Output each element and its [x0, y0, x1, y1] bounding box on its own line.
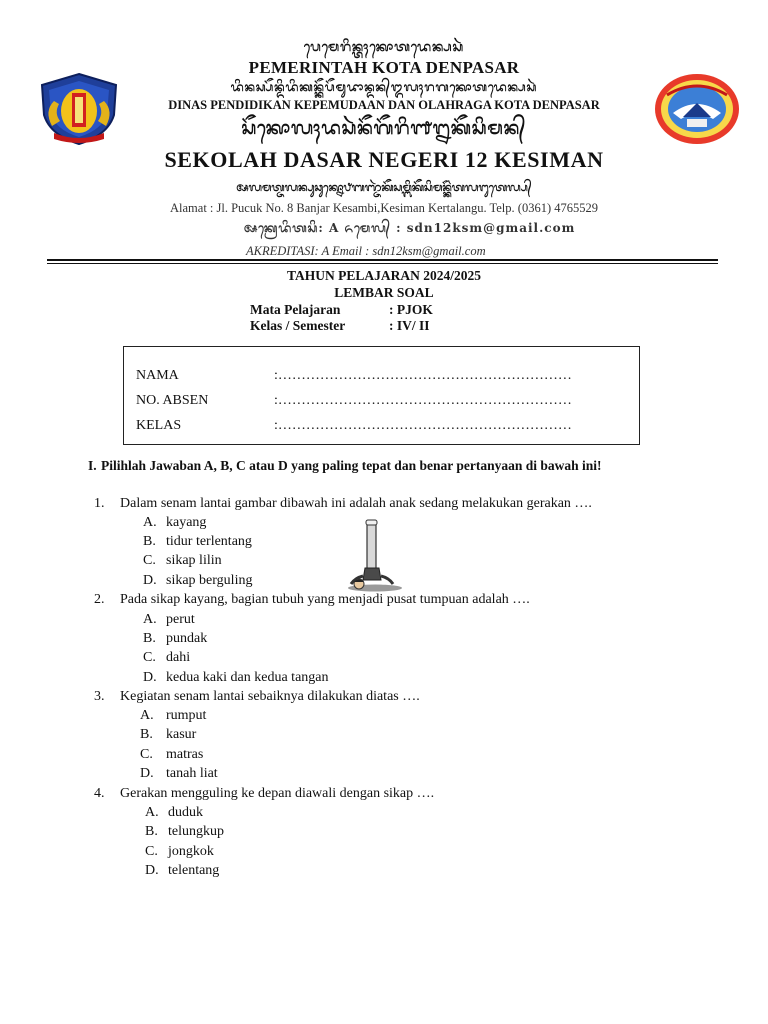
- option-text: tanah liat: [166, 766, 218, 781]
- option-text: telungkup: [168, 824, 224, 839]
- class-semester-value: : IV/ II: [389, 318, 430, 333]
- option-letter: C.: [143, 553, 156, 568]
- option-text: rumput: [166, 708, 207, 723]
- option-text: perut: [166, 612, 195, 627]
- balinese-department-title: ᬤᬶᬦᬲ᭄ᬧᭂᬦ᭄ᬤᬶᬤᬶᬓᬦ᭄ᬓᭂᬧᭂᬫᬸᬤᬵᬦ᭄ᬤᬦ᭄ᬑᬮᬄᬭᬕᬓᭀᬢᬤᬾᬦ᭄ᬧᬲᬃ: [230, 80, 538, 94]
- candle-stand-pose-icon: [345, 518, 403, 592]
- attendance-number-field[interactable]: :………………………………………………………: [274, 393, 572, 408]
- government-title: PEMERINTAH KOTA DENPASAR: [248, 58, 520, 77]
- option-letter: D.: [145, 863, 159, 878]
- option-letter: B.: [145, 824, 158, 839]
- instruction-text: Pilihlah Jawaban A, B, C atau D yang paling tepat dan benar pertanyaan di bawah ini!: [101, 458, 602, 473]
- option-text: kedua kaki dan kedua tangan: [166, 670, 329, 685]
- class-field[interactable]: :………………………………………………………: [274, 418, 572, 433]
- letterhead-divider-thick: [47, 259, 718, 261]
- question-text: Pada sikap kayang, bagian tubuh yang menjadi pusat tumpuan adalah ….: [120, 592, 530, 607]
- option-text: matras: [166, 747, 204, 762]
- department-title: DINAS PENDIDIKAN KEPEMUDAAN DAN OLAHRAGA KOTA DENPASAR: [168, 98, 600, 112]
- option-letter: C.: [145, 844, 158, 859]
- option-letter: B.: [140, 727, 153, 742]
- option-letter: A.: [143, 612, 157, 627]
- option-letter: B.: [143, 534, 156, 549]
- option-letter: A.: [140, 708, 154, 723]
- accreditation-email: AKREDITASI: A Email : sdn12ksm@gmail.com: [246, 244, 486, 258]
- option-text: duduk: [168, 805, 203, 820]
- option-text: kayang: [166, 515, 207, 530]
- option-text: pundak: [166, 631, 208, 646]
- student-identity-box: [123, 346, 640, 445]
- class-label: KELAS: [136, 418, 182, 433]
- question-number: 4.: [94, 786, 105, 801]
- class-semester-label: Kelas / Semester: [250, 318, 346, 333]
- question-number: 2.: [94, 592, 105, 607]
- option-letter: A.: [143, 515, 157, 530]
- option-text: kasur: [166, 727, 197, 742]
- academic-year: TAHUN PELAJARAN 2024/2025: [286, 268, 481, 283]
- option-letter: B.: [143, 631, 156, 646]
- option-text: telentang: [168, 863, 220, 878]
- subject-value: : PJOK: [389, 302, 433, 317]
- balinese-address: ᬅᬮᬫᬢ᭄ᬚᬮᬦ᭄ᬧᬸᬘᬸᬓ᭄ᬦᭀ᭘ᬩᬜ᭄ᬚᬃᬓᭂᬲᬫ᭄ᬩᬶᬓᭂᬲᬶᬫᬦ᭄ᬓᭂᬃᬢᬮᬗᬸᬢᬾᬮ᭄ᬧ᭄: [236, 181, 532, 194]
- option-text: dahi: [166, 650, 191, 665]
- name-field[interactable]: :………………………………………………………: [274, 368, 572, 383]
- option-letter: A.: [145, 805, 159, 820]
- subject-label: Mata Pelajaran: [250, 302, 341, 317]
- school-address: Alamat : Jl. Pucuk No. 8 Banjar Kesambi,Kesiman Kertalangu. Telp. (0361) 4765529: [170, 201, 598, 215]
- option-text: jongkok: [168, 844, 214, 859]
- section-instructions: [88, 457, 673, 475]
- question-text: Kegiatan senam lantai sebaiknya dilakukan diatas ….: [120, 689, 420, 704]
- option-text: sikap lilin: [166, 553, 222, 568]
- balinese-school-name: ᬲᭂᬓᭀᬮᬄᬤᬲᬃᬦᭂᬕᭂᬭᬶ᭑᭒ᬓᭂᬲᬶᬫᬦ᭄: [241, 118, 527, 139]
- name-label: NAMA: [136, 368, 179, 383]
- option-text: sikap berguling: [166, 573, 253, 588]
- option-text: tidur terlentang: [166, 534, 252, 549]
- option-letter: C.: [140, 747, 153, 762]
- sheet-title: LEMBAR SOAL: [334, 285, 434, 300]
- option-letter: D.: [140, 766, 154, 781]
- section-number: I.: [88, 458, 97, 473]
- letterhead-divider-thin: [47, 263, 718, 264]
- balinese-government-title: ᬧᬾᬫᬾᬭᬶᬦ᭄ᬢᬄᬓᭀᬢᬤᬾᬦ᭄ᬧᬲᬃ: [303, 40, 465, 55]
- attendance-number-label: NO. ABSEN: [136, 393, 209, 408]
- question-number: 3.: [94, 689, 105, 704]
- question-text: Dalam senam lantai gambar dibawah ini adalah anak sedang melakukan gerakan ….: [120, 496, 592, 511]
- option-letter: D.: [143, 670, 157, 685]
- question-text: Gerakan mengguling ke depan diawali dengan sikap ….: [120, 786, 435, 801]
- question-number: 1.: [94, 496, 105, 511]
- option-letter: C.: [143, 650, 156, 665]
- school-name: SEKOLAH DASAR NEGERI 12 KESIMAN: [164, 147, 604, 172]
- balinese-accreditation: ᬅᬓ᭄ᬭᬾᬤᬶᬢᬲᬶ: A ᬏᬫᬾᬮ᭄ : sdn12ksm@gmail.com: [244, 221, 576, 235]
- option-letter: D.: [143, 573, 157, 588]
